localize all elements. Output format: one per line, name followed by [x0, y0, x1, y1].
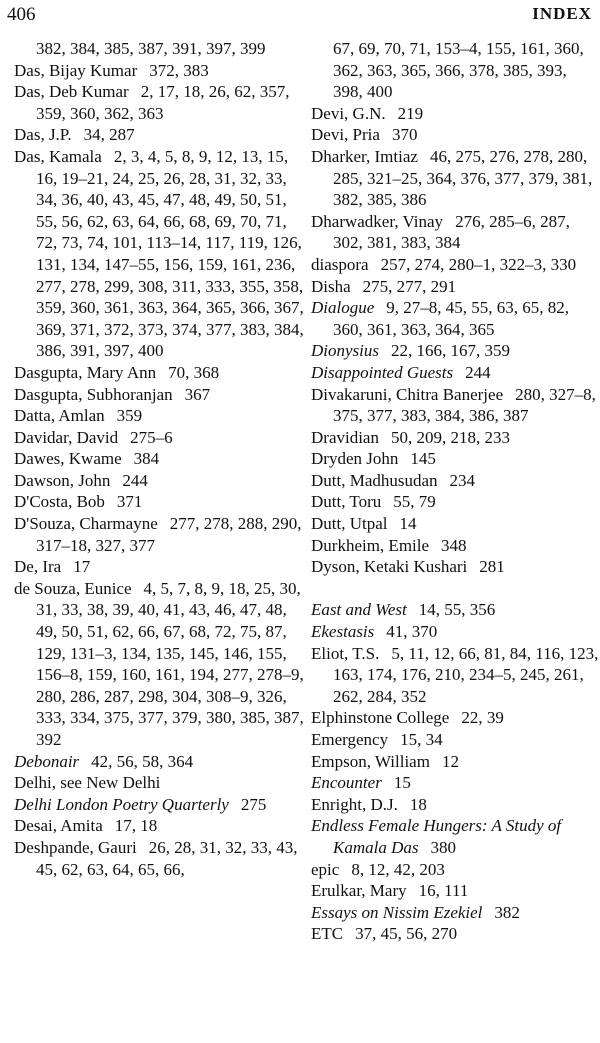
index-pages: 18 [409, 794, 427, 814]
index-entry [311, 103, 600, 125]
index-entry [14, 384, 304, 406]
index-pages: 42, 56, 58, 364 [91, 751, 194, 771]
index-column-right [311, 38, 600, 945]
index-entry [311, 880, 600, 902]
index-entry [14, 362, 304, 384]
index-entry [311, 470, 600, 492]
index-term: Durkheim, Emile [311, 535, 430, 555]
index-term: diaspora [311, 254, 369, 274]
index-pages: 46, 275, 276, 278, 280, 285, 321–25, 364, 376, 377, 379, 381, 382, 385, 386 [333, 146, 593, 210]
index-term: East and West [311, 600, 407, 620]
index-entry [311, 491, 600, 513]
index-pages: 17 [73, 557, 91, 577]
index-entry [311, 384, 600, 427]
index-term: Devi, G.N. [311, 103, 386, 123]
index-term: Dutt, Utpal [311, 514, 388, 534]
index-entry [311, 340, 600, 362]
index-pages: 12 [441, 751, 459, 771]
index-term: Ekestasis [311, 622, 375, 642]
index-entry [311, 124, 600, 146]
index-entry [311, 535, 600, 557]
index-entry [14, 556, 304, 578]
index-entry [14, 470, 304, 492]
index-term: Eliot, T.S. [311, 643, 380, 663]
index-entry [14, 837, 304, 880]
index-pages: 380 [430, 837, 456, 857]
index-term: Deshpande, Gauri [14, 837, 137, 857]
index-term: Encounter [311, 773, 382, 793]
index-term: Elphinstone College [311, 708, 450, 728]
index-pages: 370 [391, 125, 418, 145]
index-entry [311, 923, 600, 945]
index-entry [311, 643, 600, 708]
index-column-left [14, 38, 304, 880]
index-entry [311, 146, 600, 211]
index-term: Divakaruni, Chitra Banerjee [311, 384, 504, 404]
index-entry [14, 38, 304, 60]
index-term: Dutt, Toru [311, 492, 382, 512]
index-entry [311, 902, 600, 924]
index-pages: 382, 384, 385, 387, 391, 397, 399 [36, 39, 266, 58]
index-term: Dasgupta, Subhoranjan [14, 384, 173, 404]
index-term: Davidar, David [14, 427, 119, 447]
index-entry [311, 707, 600, 729]
index-entry [311, 448, 600, 470]
index-pages: 50, 209, 218, 233 [390, 427, 510, 447]
index-entry [311, 556, 600, 578]
index-entry [311, 772, 600, 794]
index-term: Dialogue [311, 298, 375, 318]
index-pages: 257, 274, 280–1, 322–3, 330 [380, 254, 577, 274]
index-pages: 37, 45, 56, 270 [355, 924, 458, 944]
index-pages: 16, 111 [418, 881, 469, 901]
index-term: Disha [311, 276, 351, 296]
index-pages: 14, 55, 356 [418, 600, 496, 620]
index-entry [311, 513, 600, 535]
index-pages: 277, 278, 288, 290, 317–18, 327, 377 [36, 514, 302, 555]
index-term: epic [311, 859, 340, 879]
index-pages: 384 [133, 449, 160, 469]
index-pages: 382 [494, 902, 520, 922]
index-pages: 275, 277, 291 [362, 276, 457, 296]
index-entry [14, 81, 304, 124]
index-entry [311, 254, 600, 276]
index-entry [14, 578, 304, 751]
index-term: ETC [311, 924, 344, 944]
index-term: Desai, Amita [14, 816, 103, 836]
index-pages: 234 [449, 470, 476, 490]
index-pages: 275 [240, 794, 267, 814]
index-entry [311, 362, 600, 384]
index-entry [311, 729, 600, 751]
index-pages: 15, 34 [400, 730, 443, 749]
index-pages: 34, 287 [83, 125, 135, 145]
index-term: D'Costa, Bob [14, 492, 105, 512]
index-entry [311, 815, 600, 858]
index-entry [14, 513, 304, 556]
index-entry [14, 772, 304, 794]
index-pages: 244 [122, 470, 148, 490]
index-term: Devi, Pria [311, 125, 380, 145]
index-pages: 5, 11, 12, 66, 81, 84, 116, 123, 163, 174, 176, 210, 234–5, 245, 261, 262, 284, 352 [333, 643, 599, 706]
index-pages: 4, 5, 7, 8, 9, 18, 25, 30, 31, 33, 38, 39, 40, 41, 43, 46, 47, 48, 49, 50, 51, 62, 66, 67, 68, 72, 75, 87, 129, 131–3, 134, 135, 145, 146, 155, 156–8, 159, 160, 161, 194, 277, 278–9, 280, 286, 287, 298, 304, 308–9, 326, 333, 334, 375, 377, 379, 380, 385, 387, 392 [36, 578, 304, 749]
index-entry [311, 211, 600, 254]
index-term: D'Souza, Charmayne [14, 514, 158, 534]
index-term: Essays on Nissim Ezekiel [311, 902, 483, 922]
index-term: Das, J.P. [14, 125, 72, 145]
running-head: INDEX [532, 4, 592, 23]
index-pages: 2, 3, 4, 5, 8, 9, 12, 13, 15, 16, 19–21, 24, 25, 26, 28, 31, 32, 33, 34, 36, 40, 43, 45, 47, 48, 49, 50, 51, 55, 56, 62, 63, 64, 66, 68, 69, 70, 71, 72, 73, 74, 101, 113–14, 117, 119, 126, 131, 134, 147–55, 156, 159, 161, 236, 277, 278, 299, 308, 311, 333, 355, 358, 359, 360, 361, 363, 364, 365, 366, 367, 369, 371, 372, 373, 374, 377, 383, 384, 386, 391, 397, 400 [36, 146, 304, 361]
index-pages: 14 [399, 514, 417, 534]
index-pages: 8, 12, 42, 203 [351, 859, 445, 879]
index-pages: 26, 28, 31, 32, 33, 43, 45, 62, 63, 64, 65, 66, [36, 837, 298, 879]
index-term: Dawes, Kwame [14, 449, 122, 469]
index-term: Dawson, John [14, 470, 111, 490]
index-pages: 371 [116, 492, 143, 512]
page-header [0, 0, 600, 30]
index-term: Dasgupta, Mary Ann [14, 362, 157, 382]
index-term: Delhi London Poetry Quarterly [14, 794, 229, 814]
index-pages: 15 [393, 773, 411, 793]
index-term: Dionysius [311, 341, 379, 361]
index-entry [14, 751, 304, 773]
index-entry [14, 427, 304, 449]
index-pages: 280, 327–8, 375, 377, 383, 384, 386, 387 [333, 384, 596, 426]
index-pages: 281 [479, 557, 505, 577]
index-pages: 372, 383 [149, 60, 209, 80]
index-pages: 367 [184, 384, 211, 404]
index-entry [311, 276, 600, 298]
index-pages: 17, 18 [114, 816, 158, 836]
index-term: De, Ira [14, 557, 62, 577]
index-term: Das, Deb Kumar [14, 82, 129, 102]
index-term: Disappointed Guests [311, 362, 454, 382]
index-term: Debonair [14, 751, 80, 771]
index-pages: 67, 69, 70, 71, 153–4, 155, 161, 360, 362, 363, 365, 366, 378, 385, 393, 398, 400 [333, 39, 584, 102]
index-term: de Souza, Eunice [14, 578, 132, 598]
index-entry [311, 38, 600, 103]
index-pages: 22, 166, 167, 359 [391, 341, 510, 361]
index-term: Dyson, Ketaki Kushari [311, 557, 468, 577]
index-term: Emergency [311, 730, 389, 749]
index-term: Dharker, Imtiaz [311, 146, 418, 166]
index-entry [311, 751, 600, 773]
index-term: Datta, Amlan [14, 406, 105, 426]
index-term: Dryden John [311, 449, 399, 469]
index-entry [14, 405, 304, 427]
index-pages: 276, 285–6, 287, 302, 381, 383, 384 [333, 211, 570, 253]
index-term: Erulkar, Mary [311, 881, 407, 901]
index-term: Delhi, see New Delhi [14, 773, 161, 793]
index-pages: 275–6 [130, 427, 173, 447]
index-pages: 145 [410, 449, 436, 469]
index-pages: 22, 39 [461, 708, 504, 728]
index-entry [311, 297, 600, 340]
index-entry [14, 146, 304, 362]
index-pages: 244 [465, 362, 491, 382]
index-pages: 359 [116, 406, 143, 426]
index-entry [311, 621, 600, 643]
index-term: Dharwadker, Vinay [311, 211, 444, 231]
page-number: 406 [7, 4, 36, 25]
index-entry [311, 794, 600, 816]
index-pages: 2, 17, 18, 26, 62, 357, 359, 360, 362, 363 [36, 82, 290, 123]
index-entry [14, 124, 304, 146]
index-pages: 41, 370 [386, 622, 438, 642]
index-term: Enright, D.J. [311, 794, 398, 814]
index-pages: 55, 79 [393, 492, 436, 512]
index-term: Empson, William [311, 751, 430, 771]
index-pages: 348 [441, 535, 467, 555]
index-entry [311, 599, 600, 621]
index-entry [14, 448, 304, 470]
index-entry [311, 859, 600, 881]
index-entry [311, 427, 600, 449]
index-term: Das, Kamala [14, 146, 102, 166]
index-entry [14, 794, 304, 816]
index-pages: 70, 368 [168, 362, 220, 382]
index-term: Dravidian [311, 427, 379, 447]
index-pages: 219 [397, 103, 424, 123]
index-pages: 9, 27–8, 45, 55, 63, 65, 82, 360, 361, 363, 364, 365 [333, 298, 570, 339]
index-entry [14, 491, 304, 513]
index-entry [14, 815, 304, 837]
index-term: Dutt, Madhusudan [311, 470, 438, 490]
index-term: Endless Female Hungers: A Study of Kamala Das [311, 816, 562, 857]
index-entry [14, 60, 304, 82]
index-term: Das, Bijay Kumar [14, 60, 138, 80]
